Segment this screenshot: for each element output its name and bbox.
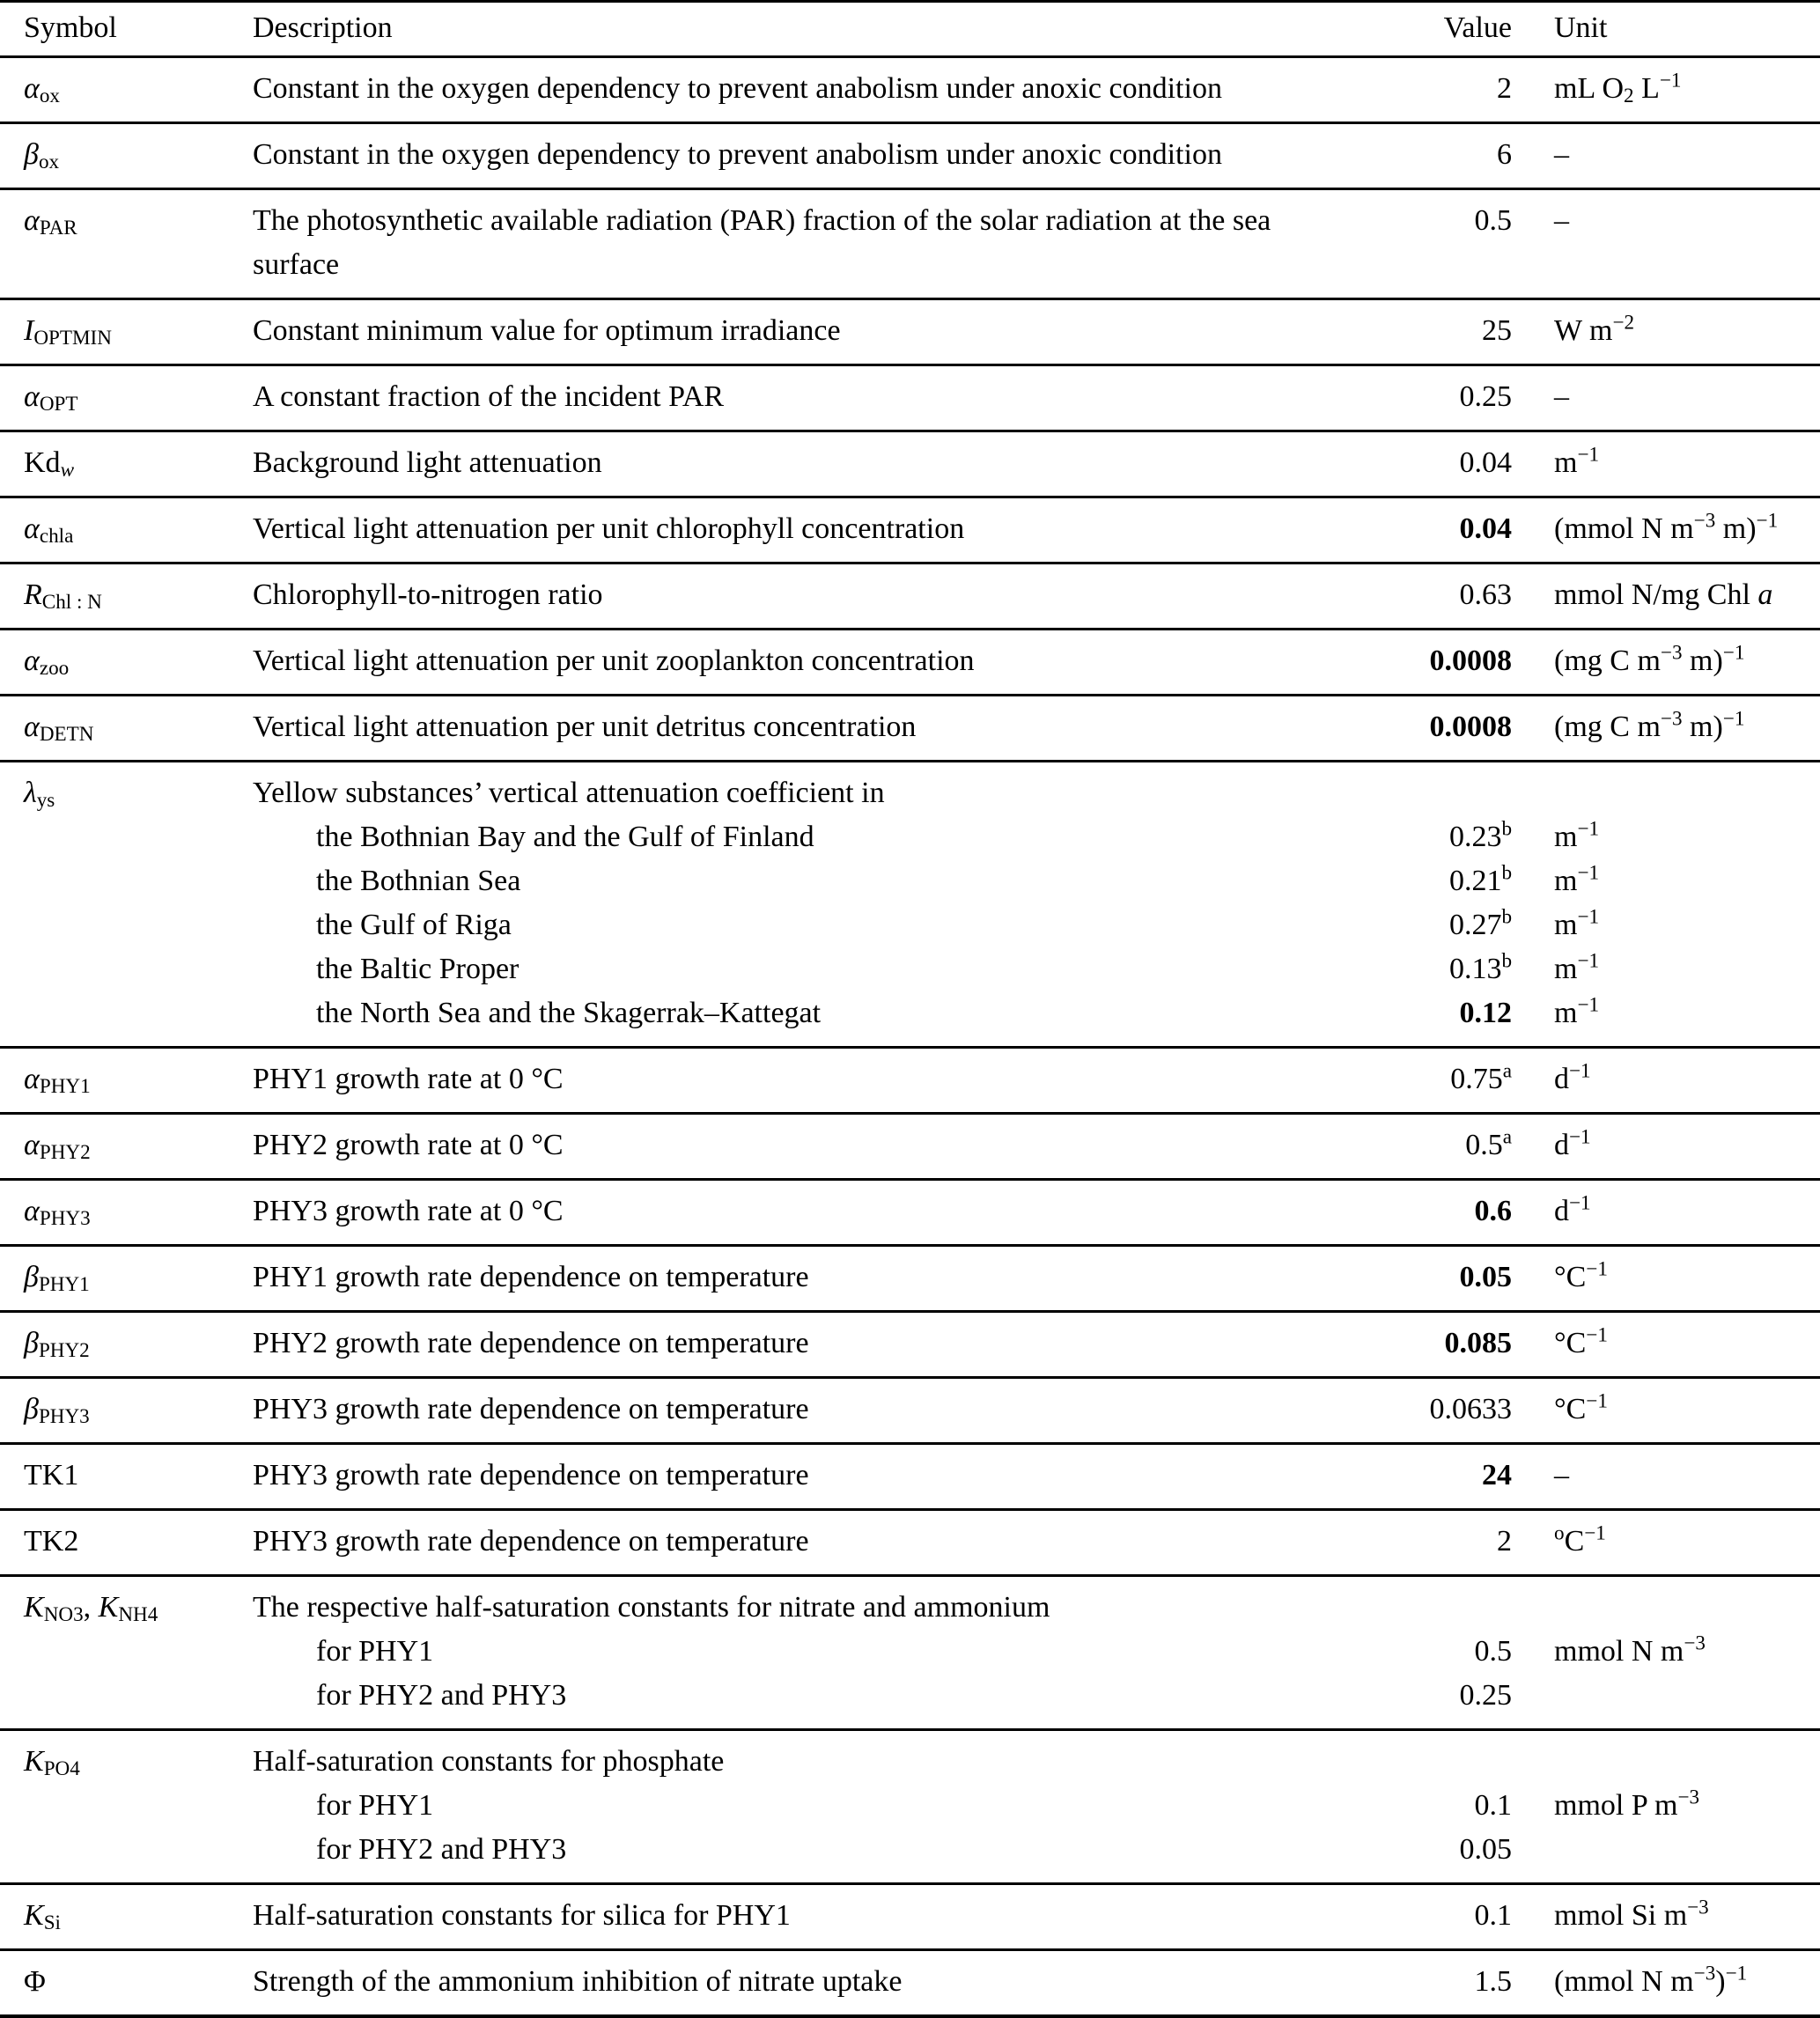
symbol-cell: $\alpha_{ox}$ (0, 57, 253, 123)
symbol-cell: $\alpha_{PHY2}$ (0, 1114, 253, 1180)
table-row (0, 1828, 1820, 1884)
unit-cell: $^\circ C^{-1}$ (1512, 1246, 1820, 1312)
value-cell: 0.25 (1459, 1679, 1512, 1712)
value-cell: 1.5 (1380, 1950, 1512, 2017)
description-cell: Constant in the oxygen dependency to prevent anabolism under anoxic condition (253, 123, 1380, 189)
description-cell: The photosynthetic available radiation (PAR) fraction of the solar radiation at the sea surface (253, 189, 1380, 299)
value-cell: 0.0633 (1380, 1378, 1512, 1444)
description-cell: PHY2 growth rate dependence on temperature (253, 1312, 1380, 1378)
value-cell: 0.27$^b$ (1448, 905, 1512, 941)
value-cell (1380, 762, 1512, 816)
symbol-cell: $\beta_{PHY1}$ (0, 1246, 253, 1312)
value-cell: 0.63 (1380, 563, 1512, 630)
table-row (0, 1576, 1820, 1631)
description-cell: for PHY1 (316, 1789, 434, 1822)
value-cell: 0.13$^b$ (1448, 949, 1512, 985)
table-row (0, 815, 1820, 859)
description-cell: The respective half-saturation constants for nitrate and ammonium (253, 1576, 1380, 1631)
table-row (0, 1180, 1820, 1246)
description-cell: Background light attenuation (253, 431, 1380, 497)
table-row (0, 365, 1820, 431)
description-cell: PHY3 growth rate at 0 °C (253, 1180, 1380, 1246)
value-cell: 25 (1380, 299, 1512, 365)
table-row (0, 903, 1820, 947)
value-cell: 2 (1380, 1510, 1512, 1576)
unit-cell: $^oC^{-1}$ (1512, 1510, 1820, 1576)
description-cell: the Bothnian Bay and the Gulf of Finland (316, 821, 814, 853)
description-cell: Chlorophyll-to-nitrogen ratio (253, 563, 1380, 630)
description-cell: PHY3 growth rate dependence on temperature (253, 1510, 1380, 1576)
table-row (0, 630, 1820, 696)
unit-cell: $d^{-1}$ (1512, 1114, 1820, 1180)
description-cell: the Gulf of Riga (316, 909, 512, 941)
unit-cell: $m^{-1}$ (1554, 905, 1600, 941)
symbol-cell: $\alpha_{PAR}$ (0, 189, 253, 299)
symbol-cell: $K_{Si}$ (0, 1884, 253, 1950)
symbol-cell: $K_{PO4}$ (0, 1730, 253, 1884)
value-cell: 24 (1380, 1444, 1512, 1510)
symbol-cell: $\beta_{PHY3}$ (0, 1378, 253, 1444)
table-row (0, 1048, 1820, 1114)
symbol-cell: TK2 (0, 1510, 253, 1576)
unit-cell (1512, 1576, 1820, 1631)
unit-cell: mmol N/mg Chl a (1512, 563, 1820, 630)
description-cell: Constant minimum value for optimum irradiance (253, 299, 1380, 365)
table-row (0, 762, 1820, 816)
symbol-cell: $K_{NO3}$, $K_{NH4}$ (0, 1576, 253, 1730)
table-body (0, 57, 1820, 2017)
description-cell: Vertical light attenuation per unit zooplankton concentration (253, 630, 1380, 696)
table-row (0, 859, 1820, 903)
unit-cell: $^\circ C^{-1}$ (1512, 1378, 1820, 1444)
symbol-cell: $\alpha_{OPT}$ (0, 365, 253, 431)
table-row (0, 991, 1820, 1048)
unit-cell (1512, 1674, 1820, 1730)
table-row (0, 299, 1820, 365)
description-cell: Constant in the oxygen dependency to prevent anabolism under anoxic condition (253, 57, 1380, 123)
unit-cell: (mg C $m^{-3}$ m)$^{-1}$ (1512, 696, 1820, 762)
description-cell: Half-saturation constants for silica for PHY1 (253, 1884, 1380, 1950)
description-cell: Yellow substances’ vertical attenuation coefficient in (253, 762, 1380, 816)
table-row (0, 497, 1820, 563)
value-cell: 0.1 (1380, 1884, 1512, 1950)
header-unit: Unit (1512, 2, 1820, 57)
unit-cell: (mmol N $m^{-3})^{-1}$ (1512, 1950, 1820, 2017)
unit-cell: – (1512, 189, 1820, 299)
unit-cell: W $m^{-2}$ (1512, 299, 1820, 365)
unit-cell: (mmol N $m^{-3}$ m)$^{-1}$ (1512, 497, 1820, 563)
value-cell (1380, 1576, 1512, 1631)
symbol-cell: Φ (0, 1950, 253, 2017)
table-row (0, 123, 1820, 189)
symbol-cell: $\alpha_{DETN}$ (0, 696, 253, 762)
unit-cell: $m^{-1}$ (1554, 861, 1600, 897)
unit-cell: mmol P $m^{-3}$ (1554, 1786, 1700, 1822)
symbol-cell: $\beta_{PHY2}$ (0, 1312, 253, 1378)
table-row (0, 947, 1820, 991)
description-cell: Half-saturation constants for phosphate (253, 1730, 1380, 1785)
value-cell: 0.23$^b$ (1448, 817, 1512, 853)
table-row (0, 1378, 1820, 1444)
unit-cell: $m^{-1}$ (1554, 993, 1600, 1029)
description-cell: Vertical light attenuation per unit chlorophyll concentration (253, 497, 1380, 563)
description-cell: the Baltic Proper (316, 953, 519, 985)
value-cell: 0.04 (1380, 497, 1512, 563)
symbol-cell: $Kd_w$ (0, 431, 253, 497)
description-cell: PHY2 growth rate at 0 °C (253, 1114, 1380, 1180)
value-cell (1380, 1730, 1512, 1785)
value-cell: 0.05 (1459, 1833, 1512, 1866)
value-cell: 0.6 (1380, 1180, 1512, 1246)
symbol-cell: $\alpha_{PHY3}$ (0, 1180, 253, 1246)
value-cell: 0.5$^a$ (1380, 1114, 1512, 1180)
table-row (0, 1312, 1820, 1378)
table-row (0, 431, 1820, 497)
description-cell: PHY1 growth rate at 0 °C (253, 1048, 1380, 1114)
description-cell: PHY1 growth rate dependence on temperature (253, 1246, 1380, 1312)
symbol-cell: $\beta_{ox}$ (0, 123, 253, 189)
unit-cell: mmol N $m^{-3}$ (1554, 1631, 1706, 1668)
description-cell: A constant fraction of the incident PAR (253, 365, 1380, 431)
unit-cell (1512, 1730, 1820, 1785)
unit-cell: – (1512, 123, 1820, 189)
symbol-cell: $\lambda_{ys}$ (0, 762, 253, 1048)
unit-cell: $m^{-1}$ (1554, 949, 1600, 985)
description-cell: PHY3 growth rate dependence on temperature (253, 1444, 1380, 1510)
value-cell: 0.05 (1380, 1246, 1512, 1312)
value-cell: 0.25 (1380, 365, 1512, 431)
value-cell: 0.0008 (1380, 696, 1512, 762)
value-cell: 0.0008 (1380, 630, 1512, 696)
value-cell: 0.75$^a$ (1380, 1048, 1512, 1114)
table-row (0, 1730, 1820, 1785)
header-symbol: Symbol (0, 2, 253, 57)
unit-cell (1512, 1828, 1820, 1884)
table-header (0, 2, 1820, 57)
value-cell: 0.5 (1474, 1635, 1512, 1668)
symbol-cell: $R_{Chl : N}$ (0, 563, 253, 630)
unit-cell: (mg C $m^{-3}$ m)$^{-1}$ (1512, 630, 1820, 696)
table-row (0, 563, 1820, 630)
description-cell: the North Sea and the Skagerrak–Kattegat (316, 997, 822, 1029)
value-cell: 0.085 (1380, 1312, 1512, 1378)
value-cell: 0.1 (1474, 1789, 1512, 1822)
unit-cell: $d^{-1}$ (1512, 1180, 1820, 1246)
header-row (0, 2, 1820, 57)
table-row (0, 189, 1820, 299)
unit-cell: – (1512, 1444, 1820, 1510)
symbol-cell: TK1 (0, 1444, 253, 1510)
unit-cell: $m^{-1}$ (1512, 431, 1820, 497)
unit-cell: $^\circ C^{-1}$ (1512, 1312, 1820, 1378)
table-row (0, 696, 1820, 762)
table-row (0, 1674, 1820, 1730)
unit-cell: $m^{-1}$ (1554, 817, 1600, 853)
value-cell: 0.21$^b$ (1448, 861, 1512, 897)
unit-cell: $d^{-1}$ (1512, 1048, 1820, 1114)
table-row (0, 57, 1820, 123)
description-cell: Strength of the ammonium inhibition of nitrate uptake (253, 1950, 1380, 2017)
table-row (0, 1444, 1820, 1510)
description-cell: for PHY2 and PHY3 (316, 1833, 567, 1866)
unit-cell: mmol Si $m^{-3}$ (1512, 1884, 1820, 1950)
value-cell: 0.5 (1380, 189, 1512, 299)
table-row (0, 1784, 1820, 1828)
value-cell: 0.12 (1459, 997, 1512, 1029)
description-cell: PHY3 growth rate dependence on temperature (253, 1378, 1380, 1444)
header-value: Value (1380, 2, 1512, 57)
table-row (0, 1630, 1820, 1674)
table-row (0, 1246, 1820, 1312)
value-cell: 6 (1380, 123, 1512, 189)
symbol-cell: $\alpha_{PHY1}$ (0, 1048, 253, 1114)
symbol-cell: $\alpha_{chla}$ (0, 497, 253, 563)
unit-cell: mL $O_2$ $L^{-1}$ (1512, 57, 1820, 123)
description-cell: the Bothnian Sea (316, 865, 521, 897)
value-cell: 2 (1380, 57, 1512, 123)
description-cell: Vertical light attenuation per unit detritus concentration (253, 696, 1380, 762)
table-row (0, 1950, 1820, 2017)
table-row (0, 1510, 1820, 1576)
header-description: Description (253, 2, 1380, 57)
symbol-cell: $\alpha_{zoo}$ (0, 630, 253, 696)
unit-cell: – (1512, 365, 1820, 431)
table-row (0, 1114, 1820, 1180)
symbol-cell: $I_{OPTMIN}$ (0, 299, 253, 365)
table-row (0, 1884, 1820, 1950)
description-cell: for PHY1 (316, 1635, 434, 1668)
description-cell: for PHY2 and PHY3 (316, 1679, 567, 1712)
value-cell: 0.04 (1380, 431, 1512, 497)
unit-cell (1512, 762, 1820, 816)
